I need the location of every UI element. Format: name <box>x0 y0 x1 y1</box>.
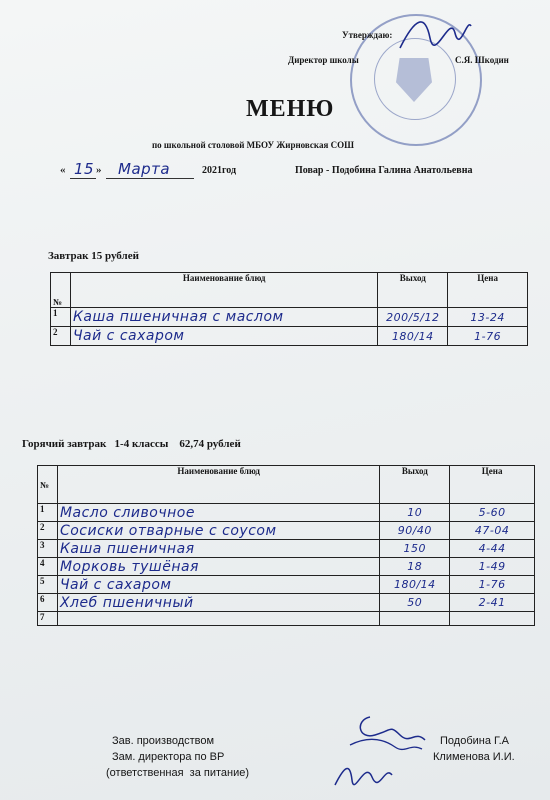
row-num: 1 <box>51 308 71 327</box>
row-num: 5 <box>38 576 58 594</box>
row-price: 1-76 <box>448 327 528 346</box>
row-price: 47-04 <box>450 522 535 540</box>
footer-signatures <box>330 705 430 795</box>
row-out: 50 <box>380 594 450 612</box>
row-out: 150 <box>380 540 450 558</box>
date-close-quote: » <box>96 164 102 176</box>
director-label: Директор школы <box>288 55 359 65</box>
row-price: 1-76 <box>450 576 535 594</box>
col-price: Цена <box>450 466 535 504</box>
table-row <box>51 308 528 327</box>
row-out: 180/14 <box>380 576 450 594</box>
row-num: 1 <box>38 504 58 522</box>
table-row <box>38 612 535 626</box>
row-out: 10 <box>380 504 450 522</box>
row-out: 200/5/12 <box>378 308 448 327</box>
row-price: 5-60 <box>450 504 535 522</box>
hot-breakfast-heading: Горячий завтрак 1-4 классы 62,74 рублей <box>22 438 241 450</box>
row-dish: Чай с сахаром <box>70 327 377 346</box>
col-num: № <box>38 466 58 504</box>
col-out: Выход <box>378 273 448 308</box>
page-subtitle: по школьной столовой МБОУ Жирновская СОШ <box>152 140 354 150</box>
row-num: 2 <box>51 327 71 346</box>
row-dish: Каша пшеничная <box>57 540 379 558</box>
table-row <box>38 576 535 594</box>
row-out: 90/40 <box>380 522 450 540</box>
hot-breakfast-table <box>37 465 535 626</box>
row-dish: Каша пшеничная с маслом <box>70 308 377 327</box>
col-name: Наименование блюд <box>57 466 379 504</box>
col-out: Выход <box>380 466 450 504</box>
table-row <box>38 522 535 540</box>
date-open-quote: « <box>60 164 66 176</box>
row-price: 1-49 <box>450 558 535 576</box>
footer-deputy-label: Зам. директора по ВР <box>112 751 225 763</box>
table-header-row <box>38 466 535 504</box>
row-dish: Масло сливочное <box>57 504 379 522</box>
footer-production-label: Зав. производством <box>112 735 215 747</box>
table-row <box>51 327 528 346</box>
breakfast-table <box>50 272 528 346</box>
row-num: 6 <box>38 594 58 612</box>
col-name: Наименование блюд <box>70 273 377 308</box>
row-price: 13-24 <box>448 308 528 327</box>
row-dish <box>57 612 379 626</box>
col-price: Цена <box>448 273 528 308</box>
footer-responsible-label: (ответственная за питание) <box>106 767 250 779</box>
date-month: Марта <box>118 160 171 178</box>
date-year: 2021год <box>202 165 237 176</box>
row-num: 4 <box>38 558 58 576</box>
page-title: МЕНЮ <box>246 96 335 122</box>
row-dish: Чай с сахаром <box>57 576 379 594</box>
table-row <box>38 558 535 576</box>
row-num: 2 <box>38 522 58 540</box>
row-out: 180/14 <box>378 327 448 346</box>
row-dish: Хлеб пшеничный <box>57 594 379 612</box>
row-out: 18 <box>380 558 450 576</box>
date-line <box>60 160 280 182</box>
table-header-row <box>51 273 528 308</box>
row-price <box>450 612 535 626</box>
row-price: 4-44 <box>450 540 535 558</box>
row-out <box>380 612 450 626</box>
table-row <box>38 504 535 522</box>
table-row <box>38 594 535 612</box>
col-num: № <box>51 273 71 308</box>
row-num: 7 <box>38 612 58 626</box>
footer-name-1: Подобина Г.А <box>440 735 510 747</box>
cook-name: Повар - Подобина Галина Анатольевна <box>295 165 473 176</box>
table-row <box>38 540 535 558</box>
breakfast-heading: Завтрак 15 рублей <box>48 250 139 262</box>
row-dish: Морковь тушёная <box>57 558 379 576</box>
date-day: 15 <box>74 160 95 178</box>
director-name: С.Я. Шкодин <box>455 55 509 65</box>
row-price: 2-41 <box>450 594 535 612</box>
row-dish: Сосиски отварные с соусом <box>57 522 379 540</box>
footer-name-2: Клименова И.И. <box>433 751 515 763</box>
row-num: 3 <box>38 540 58 558</box>
approve-label: Утверждаю: <box>342 30 393 40</box>
director-signature <box>395 8 475 58</box>
